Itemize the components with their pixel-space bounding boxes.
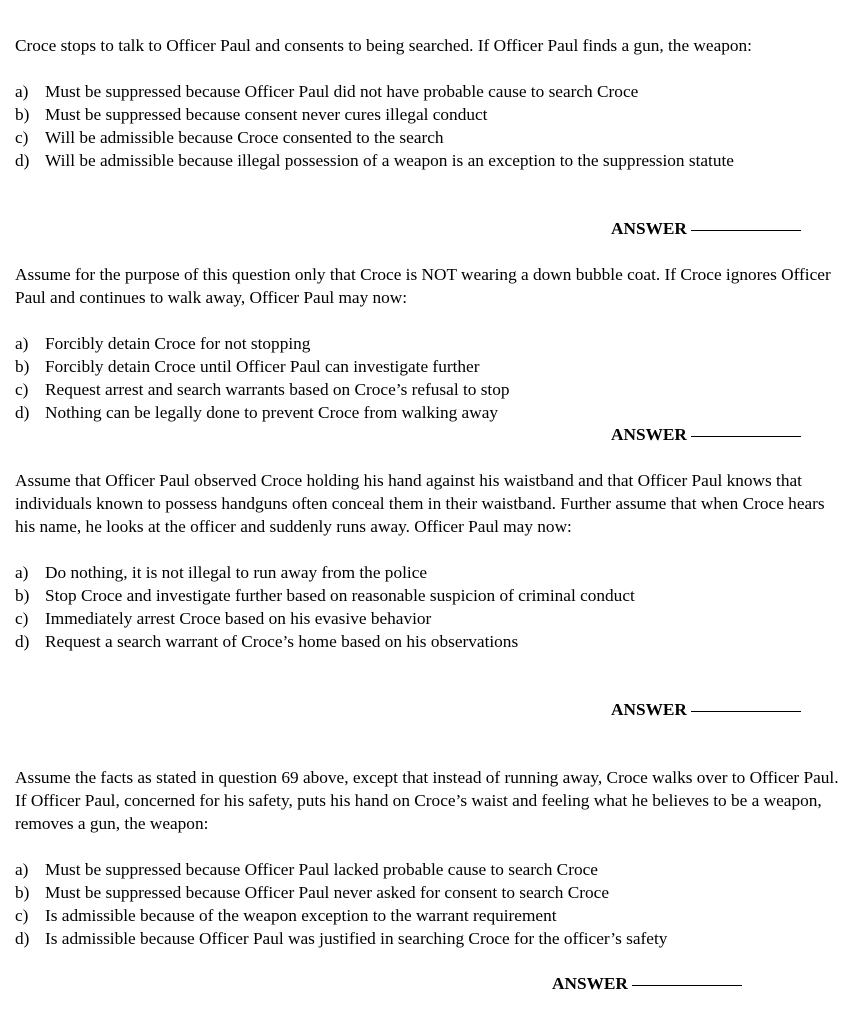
option-letter: d) <box>15 403 30 422</box>
option-text: Must be suppressed because Officer Paul never asked for consent to search Croce <box>45 883 610 902</box>
option-letter: b) <box>15 105 30 124</box>
option-d <box>15 149 845 172</box>
option-a <box>15 561 845 584</box>
option-text: Must be suppressed because Officer Paul did not have probable cause to search Croce <box>45 82 639 101</box>
answer-blank[interactable] <box>691 711 801 712</box>
option-letter: d) <box>15 632 30 651</box>
answer-line-3 <box>611 698 801 721</box>
answer-options <box>15 858 845 950</box>
option-a <box>15 80 845 103</box>
option-b <box>15 103 845 126</box>
answer-blank[interactable] <box>691 436 801 437</box>
option-d <box>15 401 845 424</box>
option-text: Request a search warrant of Croce’s home based on his observations <box>45 632 519 651</box>
answer-blank[interactable] <box>632 985 742 986</box>
option-c <box>15 378 845 401</box>
option-text: Stop Croce and investigate further based on reasonable suspicion of criminal conduct <box>45 586 635 605</box>
answer-options <box>15 561 845 653</box>
option-text: Is admissible because of the weapon exception to the warrant requirement <box>45 906 557 925</box>
option-d <box>15 630 845 653</box>
answer-options <box>15 332 845 424</box>
option-a <box>15 858 845 881</box>
option-text: Must be suppressed because Officer Paul lacked probable cause to search Croce <box>45 860 598 879</box>
option-letter: c) <box>15 380 29 399</box>
option-text: Immediately arrest Croce based on his evasive behavior <box>45 609 432 628</box>
option-text: Request arrest and search warrants based on Croce’s refusal to stop <box>45 380 510 399</box>
answer-options <box>15 80 845 172</box>
option-letter: b) <box>15 586 30 605</box>
option-letter: b) <box>15 357 30 376</box>
answer-blank[interactable] <box>691 230 801 231</box>
question-stem: Assume the facts as stated in question 69 above, except that instead of running away, Croce walks over to Officer Paul. If Officer Paul, concerned for his safety, puts his hand on Croce’s waist and feeling what he believes to be a weapon, removes a gun, the weapon: <box>15 768 839 833</box>
option-text: Do nothing, it is not illegal to run away from the police <box>45 563 428 582</box>
option-b <box>15 584 845 607</box>
option-c <box>15 904 845 927</box>
option-text: Is admissible because Officer Paul was justified in searching Croce for the officer’s safety <box>45 929 668 948</box>
option-b <box>15 881 845 904</box>
answer-label: ANSWER <box>611 425 687 444</box>
question-stem: Assume for the purpose of this question only that Croce is NOT wearing a down bubble coat. If Croce ignores Officer Paul and continues to walk away, Officer Paul may now: <box>15 265 831 307</box>
option-b <box>15 355 845 378</box>
answer-line-2 <box>611 423 801 446</box>
option-letter: a) <box>15 860 29 879</box>
answer-line-1 <box>611 217 801 240</box>
answer-label: ANSWER <box>611 700 687 719</box>
option-letter: b) <box>15 883 30 902</box>
option-text: Will be admissible because Croce consented to the search <box>45 128 444 147</box>
option-d <box>15 927 845 950</box>
option-letter: d) <box>15 929 30 948</box>
option-letter: c) <box>15 906 29 925</box>
option-letter: a) <box>15 334 29 353</box>
option-text: Forcibly detain Croce until Officer Paul can investigate further <box>45 357 480 376</box>
answer-label: ANSWER <box>611 219 687 238</box>
option-c <box>15 126 845 149</box>
question-1 <box>15 34 845 172</box>
option-a <box>15 332 845 355</box>
question-stem: Croce stops to talk to Officer Paul and consents to being searched. If Officer Paul finds a gun, the weapon: <box>15 36 752 55</box>
option-c <box>15 607 845 630</box>
option-text: Must be suppressed because consent never cures illegal conduct <box>45 105 488 124</box>
question-stem: Assume that Officer Paul observed Croce holding his hand against his waistband and that Officer Paul knows that individuals known to possess handguns often conceal them in their waistband. Further assume that when Croce hears his name, he looks at the officer and suddenly runs away. Officer Paul may now: <box>15 471 825 536</box>
answer-label: ANSWER <box>552 974 628 993</box>
option-letter: a) <box>15 82 29 101</box>
question-3 <box>15 469 845 653</box>
question-4 <box>15 766 845 950</box>
option-letter: a) <box>15 563 29 582</box>
option-text: Forcibly detain Croce for not stopping <box>45 334 311 353</box>
option-text: Will be admissible because illegal possession of a weapon is an exception to the suppression statute <box>45 151 734 170</box>
option-letter: c) <box>15 128 29 147</box>
option-letter: d) <box>15 151 30 170</box>
option-text: Nothing can be legally done to prevent Croce from walking away <box>45 403 499 422</box>
question-2 <box>15 263 845 424</box>
option-letter: c) <box>15 609 29 628</box>
answer-line-4 <box>552 972 742 995</box>
